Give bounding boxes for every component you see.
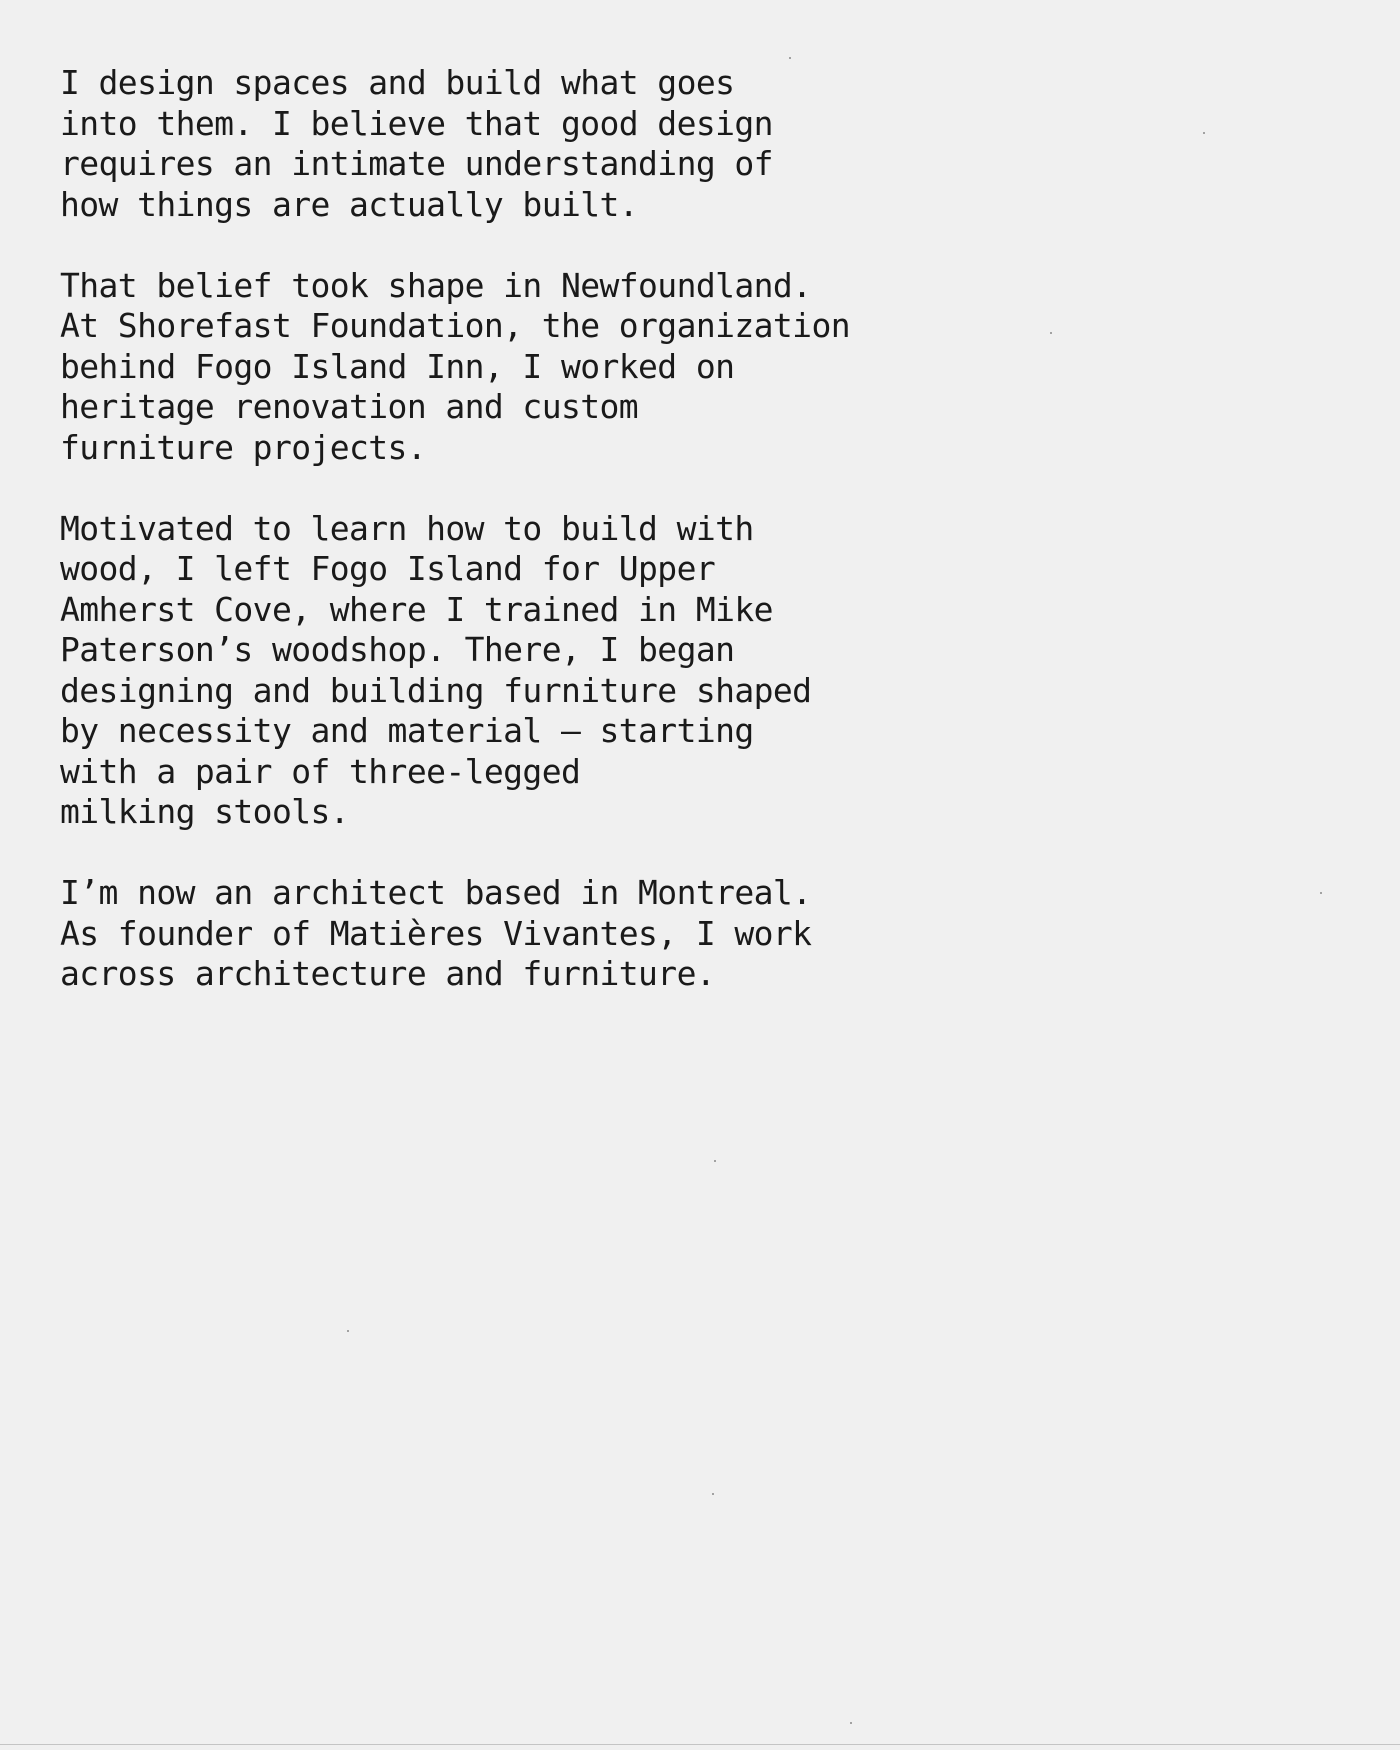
text-line: At Shorefast Foundation, the organization (60, 306, 850, 345)
paragraph-intro (60, 63, 1060, 225)
scan-speck (850, 1722, 852, 1724)
text-line: across architecture and furniture. (60, 954, 716, 993)
body-text (60, 63, 1060, 1035)
text-line: That belief took shape in Newfoundland. (60, 265, 812, 305)
scan-speck (712, 1493, 714, 1495)
scan-speck (714, 1160, 716, 1162)
text-line: I design spaces and build what goes (60, 63, 735, 102)
text-line: I’m now an architect based in Montreal. (60, 873, 812, 912)
paragraph-woodshop (60, 509, 1060, 833)
text-line: requires an intimate understanding of (60, 144, 773, 183)
scan-speck (1320, 892, 1322, 894)
text-line: how things are actually built. (60, 184, 639, 224)
scan-speck (1050, 332, 1052, 334)
text-line: into them. I believe that good design (60, 103, 773, 143)
text-line: Motivated to learn how to build with (60, 508, 754, 548)
text-line: Paterson’s woodshop. There, I began (60, 630, 735, 669)
text-line: behind Fogo Island Inn, I worked on (60, 346, 735, 386)
text-line: As founder of Matières Vivantes, I work (60, 913, 812, 953)
text-line: furniture projects. (60, 427, 427, 467)
scan-speck (347, 1330, 349, 1332)
text-line: milking stools. (60, 792, 350, 831)
paragraph-montreal (60, 873, 1060, 995)
page-bottom-edge (0, 1744, 1400, 1745)
text-line: wood, I left Fogo Island for Upper (60, 549, 716, 588)
text-line: designing and building furniture shaped (60, 670, 812, 710)
text-line: by necessity and material — starting (60, 711, 754, 750)
text-line: heritage renovation and custom (60, 387, 639, 426)
scan-speck (1203, 132, 1205, 134)
paragraph-newfoundland (60, 266, 1060, 469)
text-line: Amherst Cove, where I trained in Mike (60, 589, 773, 629)
scan-speck (789, 57, 791, 59)
text-line: with a pair of three-legged (60, 751, 581, 791)
